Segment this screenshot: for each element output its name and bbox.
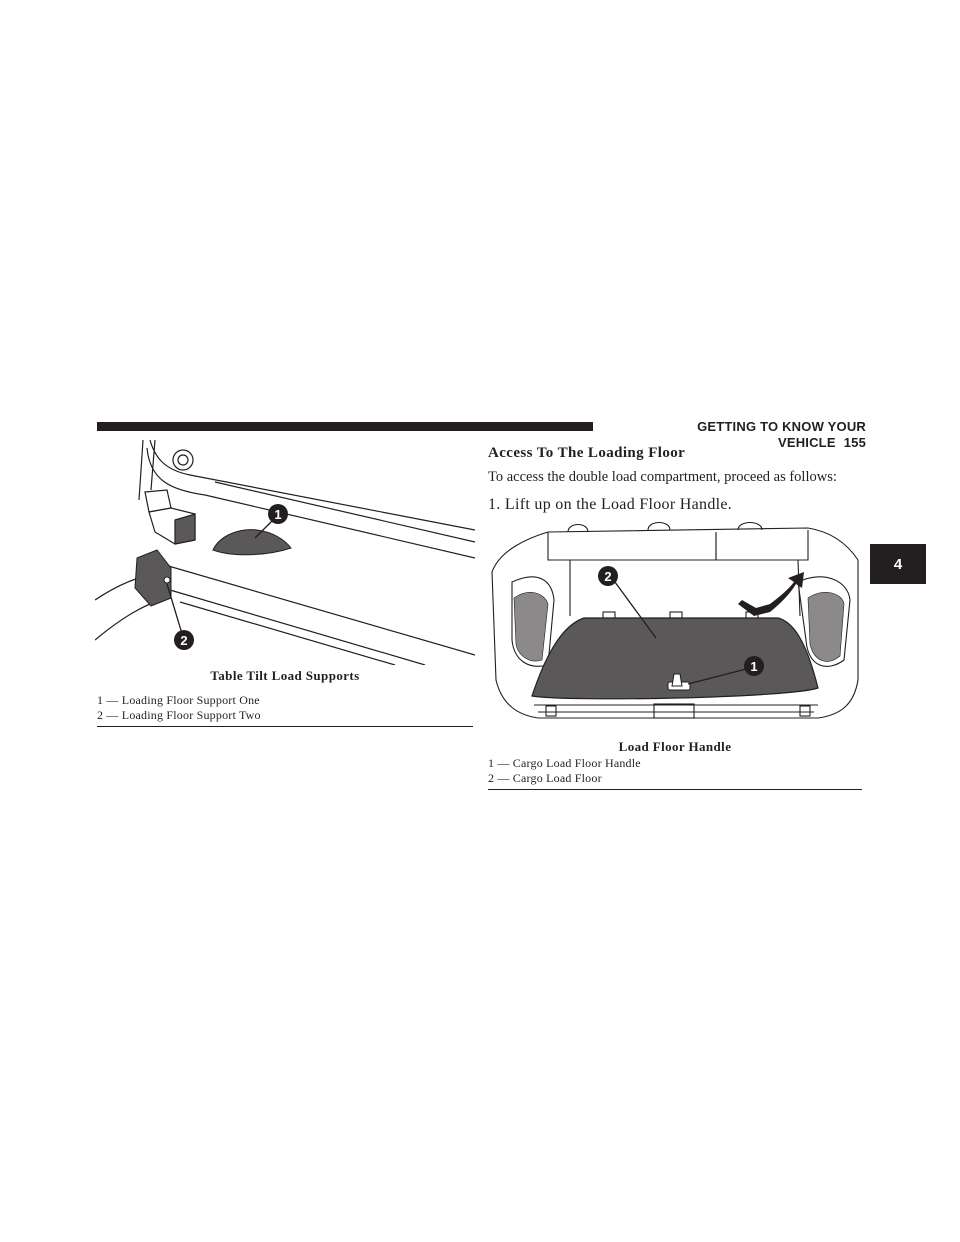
legend-item: 1 — Cargo Load Floor Handle [488,756,641,770]
callout-2-label: 2 [180,633,188,648]
section-heading: Access To The Loading Floor [488,445,686,461]
callout-1-label: 1 [750,659,758,674]
load-floor-handle-illustration [488,520,862,735]
right-figure-legend [488,756,641,786]
callout-2-label: 2 [604,569,612,584]
callout-1-label: 1 [274,507,282,522]
right-figure-rule [488,789,862,790]
legend-item: 1 — Loading Floor Support One [97,693,260,707]
section-title: GETTING TO KNOW YOUR VEHICLE [697,419,866,450]
left-figure-caption: Table Tilt Load Supports [210,668,360,683]
right-figure-caption: Load Floor Handle [618,739,732,754]
step-1: 1. Lift up on the Load Floor Handle. [488,496,733,513]
table-tilt-load-supports-illustration [95,440,475,665]
header-rule [97,422,593,431]
legend-item: 2 — Cargo Load Floor [488,771,602,785]
left-figure-legend [97,693,261,723]
legend-item: 2 — Loading Floor Support Two [97,708,261,722]
chapter-tab: 4 [870,544,926,584]
page-number: 155 [843,435,866,450]
intro-paragraph: To access the double load compartment, proceed as follows: [488,469,837,485]
left-figure-rule [97,726,473,727]
